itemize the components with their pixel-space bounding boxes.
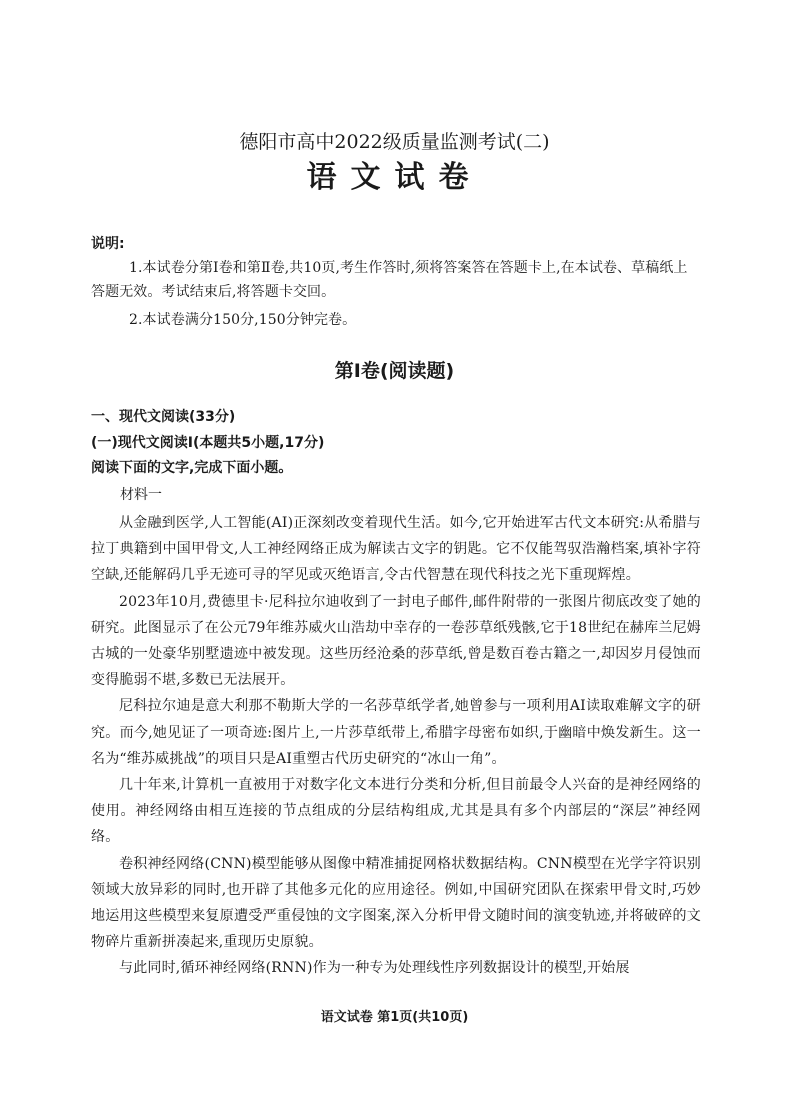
paper-title: 语文试卷 xyxy=(306,160,483,195)
notes-heading: 说明: xyxy=(91,236,125,252)
note-item: 1.本试卷分第Ⅰ卷和第Ⅱ卷,共10页,考生作答时,须将答案答在答题卡上,在本试卷、草稿纸上答题无效。考试结束后,将答题卡交回。 xyxy=(91,260,688,300)
paragraph: 卷积神经网络(CNN)模型能够从图像中精准捕捉网格状数据结构。CNN模型在光学字符识别领域大放异彩的同时,也开辟了其他多元化的应用途径。例如,中国研究团队在探索甲骨文时,巧妙地运用这些模型来复原遭受严重侵蚀的文字图案,深入分析甲骨文随时间的演变轨迹,并将破碎的文物碎片重新拼凑起来,重现历史原貌。 xyxy=(91,855,701,951)
paragraph: 与此同时,循环神经网络(RNN)作为一种专为处理线性序列数据设计的模型,开始展 xyxy=(119,960,630,977)
exam-title: 德阳市高中2022级质量监测考试(二) xyxy=(239,131,550,153)
section-title: 第Ⅰ卷(阅读题) xyxy=(334,360,455,382)
article-body xyxy=(91,510,701,982)
material-label: 材料一 xyxy=(120,487,162,503)
reading-instruction: 阅读下面的文字,完成下面小题。 xyxy=(91,460,293,476)
paragraph: 几十年来,计算机一直被用于对数字化文本进行分类和分析,但目前最令人兴奋的是神经网络的使用。神经网络由相互连接的节点组成的分层结构组成,尤其是具有多个内部层的“深层”神经网络。 xyxy=(91,777,701,846)
note-item: 2.本试卷满分150分,150分钟完卷。 xyxy=(129,312,357,328)
part-heading: 一、现代文阅读(33分) xyxy=(91,409,236,425)
sub-heading: (一)现代文阅读Ⅰ(本题共5小题,17分) xyxy=(91,435,325,451)
paragraph: 尼科拉尔迪是意大利那不勒斯大学的一名莎草纸学者,她曾参与一项利用AI读取难解文字的研究。而今,她见证了一项奇迹:图片上,一片莎草纸带上,希腊字母密布如织,于幽暗中焕发新生。这一名为“维苏威挑战”的项目只是AI重塑古代历史研究的“冰山一角”。 xyxy=(91,698,701,767)
paragraph: 2023年10月,费德里卡·尼科拉尔迪收到了一封电子邮件,邮件附带的一张图片彻底改变了她的研究。此图显示了在公元79年维苏威火山浩劫中幸存的一卷莎草纸残骸,它于18世纪在赫库兰尼姆古城的一处豪华别墅遗迹中被发现。这些历经沧桑的莎草纸,曾是数百卷古籍之一,却因岁月侵蚀而变得脆弱不堪,多数已无法展开。 xyxy=(91,593,701,689)
paragraph: 从金融到医学,人工智能(AI)正深刻改变着现代生活。如今,它开始进军古代文本研究:从希腊与拉丁典籍到中国甲骨文,人工神经网络正成为解读古文字的钥匙。它不仅能驾驭浩瀚档案,填补字符空缺,还能解码几乎无迹可寻的罕见或灭绝语言,令古代智慧在现代科技之光下重现辉煌。 xyxy=(91,515,701,584)
page-footer: 语文试卷 第1页(共10页) xyxy=(320,1010,469,1025)
